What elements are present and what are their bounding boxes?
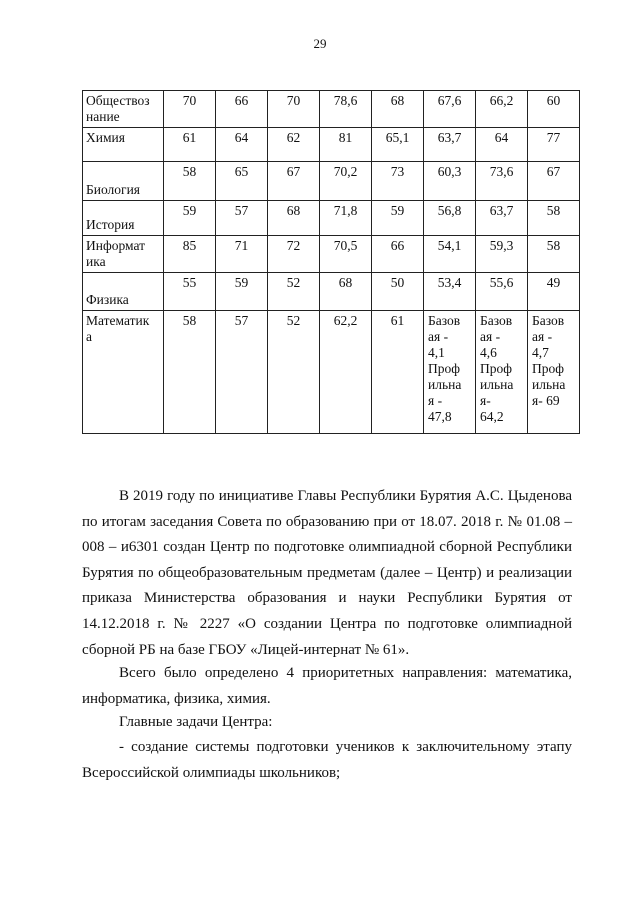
value-cell: 63,7: [476, 201, 528, 236]
paragraph-tasks-heading: Главные задачи Центра:: [119, 714, 273, 730]
value-cell: 58: [528, 201, 580, 236]
body-paragraph: [82, 710, 572, 736]
value-cell: 72: [268, 236, 320, 273]
math-split-cell: [528, 311, 580, 434]
body-paragraph: [82, 735, 572, 786]
value-cell: 56,8: [424, 201, 476, 236]
value-cell: 70: [164, 91, 216, 128]
value-cell: 68: [372, 91, 424, 128]
results-table: [82, 90, 580, 434]
value-cell: 78,6: [320, 91, 372, 128]
page-number: 29: [313, 36, 327, 51]
math-split-line: ая -: [532, 329, 553, 344]
value-cell: 65: [216, 162, 268, 201]
paragraph-task-item: - создание системы подготовки учеников к заключительному этапу Всероссийской олимпиады школьников;: [82, 739, 572, 781]
value-cell: 70,5: [320, 236, 372, 273]
value-cell: 67: [528, 162, 580, 201]
math-split-line: 64,2: [480, 409, 504, 424]
value-cell: 60: [528, 91, 580, 128]
table-row: [83, 128, 580, 162]
body-paragraph: [82, 484, 572, 663]
math-split-line: ильна: [532, 377, 566, 392]
value-cell: 52: [268, 273, 320, 311]
value-cell: 57: [216, 201, 268, 236]
paragraph-center-creation: В 2019 году по инициативе Главы Республики Бурятия А.С. Цыденова по итогам заседания Совета по образованию при от 18.07. 2018 г. № 01.08 – 008 – и6301 создан Центр по подготовке олимпиадной сборной Республики Бурятия по общеобразовательным предметам (далее – Центр) и реализации приказа Министерства образования и науки Республики Бурятия от 14.12.2018 г. № 2227 «О создании Центра по подготовке олимпиадной сборной РБ на базе ГБОУ «Лицей-интернат № 61».: [82, 488, 572, 658]
math-split-line: ильна: [428, 377, 462, 392]
math-split-line: я-: [480, 393, 491, 408]
value-cell: 58: [164, 162, 216, 201]
math-split-line: 4,1: [428, 345, 445, 360]
value-cell: 73,6: [476, 162, 528, 201]
math-split-line: 47,8: [428, 409, 452, 424]
value-cell: 54,1: [424, 236, 476, 273]
value-cell: 71,8: [320, 201, 372, 236]
paragraph-directions: Всего было определено 4 приоритетных направления: математика, информатика, физика, химия.: [82, 665, 572, 707]
math-split-line: Базов: [480, 313, 513, 328]
subject-cell: Физика: [83, 273, 164, 311]
math-split-line: Проф: [428, 361, 460, 376]
value-cell: 66: [372, 236, 424, 273]
value-cell: 49: [528, 273, 580, 311]
value-cell: 66,2: [476, 91, 528, 128]
value-cell: 52: [268, 311, 320, 434]
value-cell: 81: [320, 128, 372, 162]
math-split-line: ая -: [480, 329, 501, 344]
value-cell: 59: [216, 273, 268, 311]
table-row: [83, 273, 580, 311]
value-cell: 50: [372, 273, 424, 311]
value-cell: 59: [372, 201, 424, 236]
value-cell: 64: [216, 128, 268, 162]
value-cell: 62: [268, 128, 320, 162]
value-cell: 67: [268, 162, 320, 201]
value-cell: 53,4: [424, 273, 476, 311]
table-row: [83, 236, 580, 273]
math-split-cell: [424, 311, 476, 434]
math-split-line: я -: [428, 393, 443, 408]
value-cell: 55: [164, 273, 216, 311]
value-cell: 71: [216, 236, 268, 273]
value-cell: 65,1: [372, 128, 424, 162]
subject-cell: [83, 311, 164, 434]
value-cell: 61: [372, 311, 424, 434]
value-cell: 66: [216, 91, 268, 128]
value-cell: 55,6: [476, 273, 528, 311]
subject-cell: История: [83, 201, 164, 236]
value-cell: 85: [164, 236, 216, 273]
value-cell: 68: [268, 201, 320, 236]
subject-name: Математик: [86, 313, 150, 328]
table-row: [83, 201, 580, 236]
math-split-line: Базов: [428, 313, 461, 328]
math-split-line: 4,6: [480, 345, 497, 360]
value-cell: 77: [528, 128, 580, 162]
subject-cell: [83, 91, 164, 128]
math-split-line: ильна: [480, 377, 514, 392]
math-split-line: ая -: [428, 329, 449, 344]
subject-name: нание: [86, 109, 120, 124]
subject-cell: Химия: [83, 128, 164, 162]
table-row: [83, 162, 580, 201]
math-split-cell: [476, 311, 528, 434]
value-cell: 58: [528, 236, 580, 273]
value-cell: 61: [164, 128, 216, 162]
value-cell: 68: [320, 273, 372, 311]
subject-cell: [83, 236, 164, 273]
math-split-line: Проф: [480, 361, 512, 376]
subject-name: а: [86, 329, 92, 344]
value-cell: 57: [216, 311, 268, 434]
body-paragraph: [82, 661, 572, 712]
value-cell: 73: [372, 162, 424, 201]
value-cell: 62,2: [320, 311, 372, 434]
math-split-line: Базов: [532, 313, 565, 328]
math-split-line: я- 69: [532, 393, 560, 408]
value-cell: 70,2: [320, 162, 372, 201]
value-cell: 64: [476, 128, 528, 162]
value-cell: 67,6: [424, 91, 476, 128]
math-split-line: 4,7: [532, 345, 549, 360]
value-cell: 59,3: [476, 236, 528, 273]
subject-name: ика: [86, 254, 106, 269]
subject-name: Информат: [86, 238, 146, 253]
value-cell: 58: [164, 311, 216, 434]
math-split-line: Проф: [532, 361, 564, 376]
value-cell: 63,7: [424, 128, 476, 162]
subject-name: Обществоз: [86, 93, 150, 108]
value-cell: 60,3: [424, 162, 476, 201]
value-cell: 70: [268, 91, 320, 128]
table-row: [83, 91, 580, 128]
subject-cell: Биология: [83, 162, 164, 201]
value-cell: 59: [164, 201, 216, 236]
table-row: [83, 311, 580, 434]
